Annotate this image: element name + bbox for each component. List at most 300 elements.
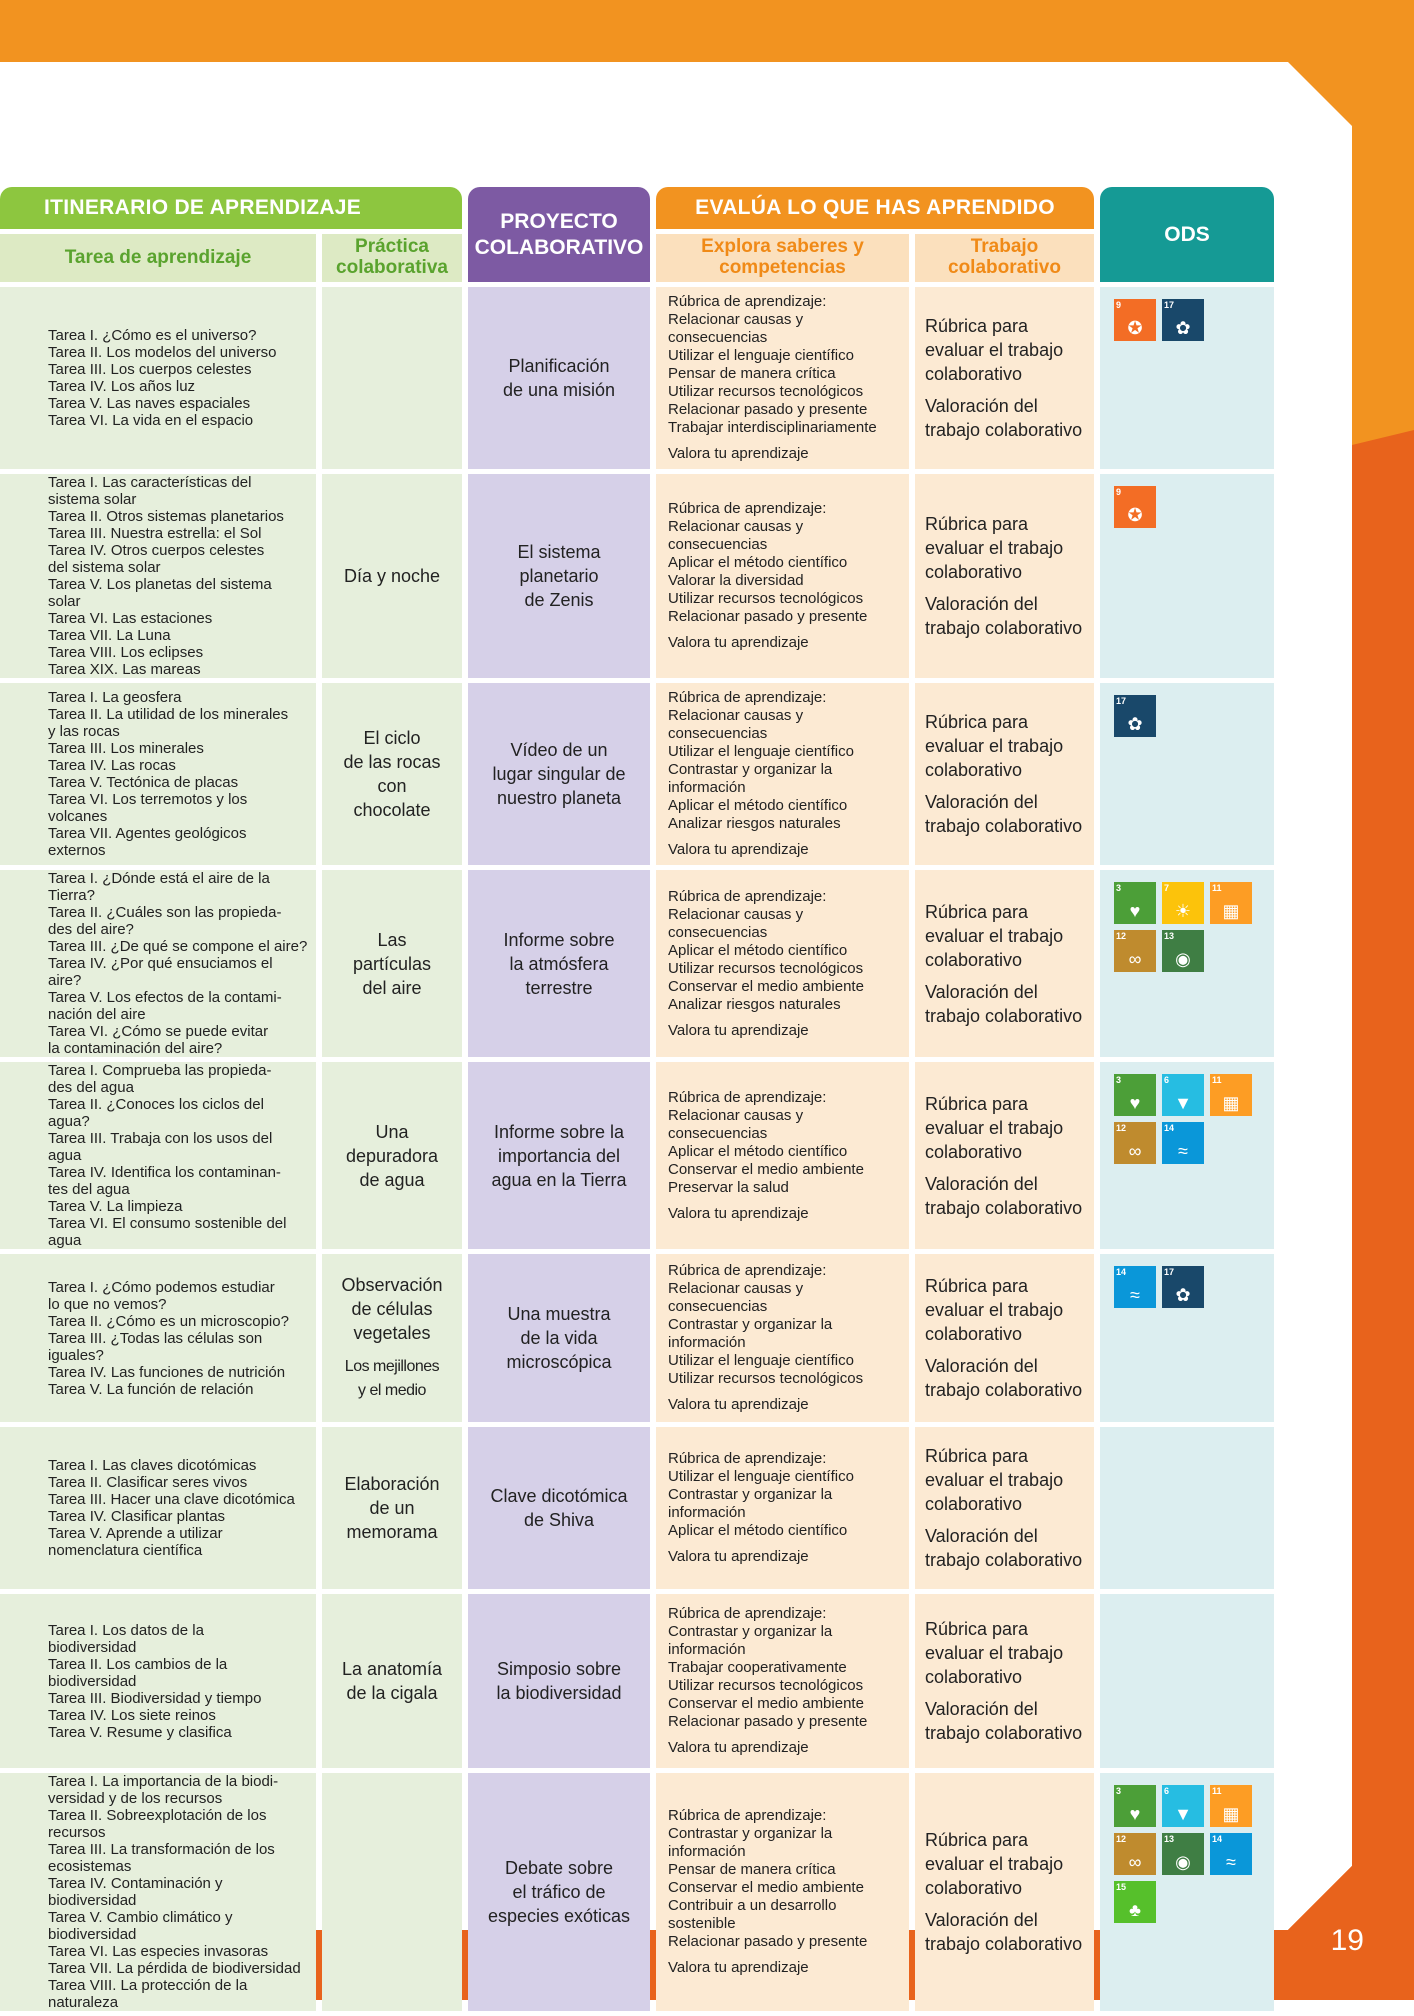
ods-glyph: ≈: [1226, 1852, 1236, 1872]
ods-glyph: ≈: [1178, 1141, 1188, 1161]
spacer: [668, 1951, 905, 1959]
table-row: [0, 1773, 1274, 2011]
consumption-icon: [1114, 1833, 1156, 1875]
teamwork-cell: [915, 474, 1094, 678]
task-item: y las rocas: [48, 723, 120, 740]
task-list-cell: [0, 1594, 316, 1768]
table-row: [0, 1254, 1274, 1422]
assessment-line: Valoración del: [925, 792, 1038, 812]
competence-item: Relacionar causas y consecuencias: [668, 518, 804, 553]
task-item: Tarea II. ¿Cuáles son las propieda-: [48, 904, 282, 921]
ods-cell: [1100, 1254, 1274, 1422]
project-line: Planificación: [508, 356, 610, 376]
ods-glyph: ♥: [1129, 901, 1141, 921]
competence-item: Conservar el medio ambiente: [668, 1160, 864, 1178]
self-assessment-link: Valora tu aprendizaje: [668, 1021, 809, 1039]
ods-number: 11: [1212, 1786, 1222, 1796]
ods-glyph: ✿: [1175, 1285, 1191, 1305]
task-item: iguales?: [48, 1346, 104, 1364]
ods-cell: [1100, 870, 1274, 1057]
partnership-icon: [1162, 1266, 1204, 1308]
self-assessment-link: Valora tu aprendizaje: [668, 1548, 809, 1565]
teamwork-cell: [915, 870, 1094, 1057]
ods-glyph: ✪: [1127, 505, 1143, 525]
ods-glyph: ♣: [1129, 1900, 1141, 1920]
climate-icon: [1162, 930, 1204, 972]
fish-icon: [1114, 1266, 1156, 1308]
task-item: Tarea III. ¿De qué se compone el aire?: [48, 938, 308, 955]
competence-item: sostenible: [668, 1915, 736, 1932]
task-item: Tarea III. Hacer una clave dicotómica: [48, 1491, 295, 1508]
rubric-line: Rúbrica para: [925, 1619, 1029, 1639]
ods-glyph: ✿: [1175, 318, 1191, 338]
practice-line: Día y noche: [343, 566, 441, 586]
competence-item: Relacionar pasado y presente: [668, 401, 868, 418]
project-line: Informe sobre: [503, 929, 615, 950]
competence-item: Relacionar causas y consecuencias: [668, 707, 804, 742]
ods-number: 13: [1164, 931, 1175, 941]
competence-item: Contrastar y organizar la: [668, 1623, 833, 1640]
practice-cell: [322, 1254, 462, 1422]
evaluate-header: EVALÚA LO QUE HAS APRENDIDO: [656, 187, 1094, 229]
competence-item: Utilizar el lenguaje científico: [668, 347, 854, 364]
water-icon: [1162, 1785, 1204, 1827]
assessment-line: trabajo colaborativo: [925, 1723, 1083, 1743]
ods-number: 6: [1164, 1075, 1170, 1085]
ods-number: 12: [1116, 1834, 1127, 1844]
project-line: el tráfico de: [512, 1882, 606, 1902]
competence-item: Contrastar y organizar la: [668, 1486, 833, 1503]
explore-subheader: Explora saberes y competencias: [656, 234, 909, 282]
ods-cell: [1100, 683, 1274, 865]
competence-item: Rúbrica de aprendizaje:: [668, 1450, 827, 1467]
project-line: nuestro planeta: [496, 788, 622, 808]
assessment-line: Valoración del: [925, 396, 1038, 416]
assessment-line: trabajo colaborativo: [925, 420, 1083, 440]
assessment-line: Valoración del: [925, 1699, 1038, 1719]
self-assessment-link: Valora tu aprendizaje: [668, 841, 809, 858]
task-item: des del agua: [48, 1079, 134, 1096]
consumption-icon: [1114, 1122, 1156, 1164]
task-list-cell: [0, 474, 316, 678]
rubric-line: evaluar el trabajo: [925, 925, 1064, 946]
assessment-line: trabajo colaborativo: [925, 1934, 1083, 1954]
practice-line: de las rocas: [343, 752, 441, 772]
ods-glyph: ∞: [1128, 1141, 1142, 1161]
competence-item: Analizar riesgos naturales: [668, 995, 841, 1013]
ods-glyph: ♥: [1129, 1093, 1141, 1113]
ods-glyph: ♥: [1129, 1804, 1141, 1824]
explore-cell: [656, 287, 909, 469]
ods-glyph: ▦: [1222, 1093, 1240, 1113]
practice-line: chocolate: [353, 800, 431, 820]
practice-line: y el medio: [358, 1382, 426, 1399]
ods-cell: [1100, 1427, 1274, 1589]
competence-item: Trabajar cooperativamente: [668, 1659, 847, 1676]
competence-item: Aplicar el método científico: [668, 797, 848, 814]
rubric-line: Rúbrica para: [925, 901, 1029, 922]
rubric-line: Rúbrica para: [925, 712, 1029, 732]
ods-glyph: ☀: [1174, 901, 1192, 921]
task-item: Tarea III. La transformación de los ecosistemas: [48, 1841, 275, 1875]
spacer: [668, 626, 905, 634]
assessment-line: trabajo colaborativo: [925, 618, 1083, 638]
task-item: Tarea II. La utilidad de los minerales: [48, 706, 289, 723]
health-icon: [1114, 1785, 1156, 1827]
practice-line: partículas: [352, 953, 432, 974]
task-item: Tarea I. Los datos de la: [48, 1621, 204, 1639]
competence-item: Aplicar el método científico: [668, 941, 848, 959]
competence-item: Relacionar pasado y presente: [668, 1933, 868, 1950]
task-item: Tarea VII. La Luna: [48, 627, 171, 644]
task-item: Tarea IV. Las funciones de nutrición: [48, 1363, 286, 1381]
competence-item: Rúbrica de aprendizaje:: [668, 293, 827, 310]
rubric-line: Rúbrica para: [925, 1446, 1029, 1466]
project-line: microscópica: [506, 1352, 612, 1372]
ods-number: 9: [1116, 300, 1122, 310]
ods-number: 11: [1212, 1075, 1222, 1085]
task-list-cell: [0, 287, 316, 469]
task-item: lo que no vemos?: [48, 1295, 167, 1313]
task-item: Tarea IV. Contaminación y biodiversidad: [48, 1875, 223, 1909]
practice-cell: [322, 1427, 462, 1589]
competence-item: Relacionar causas y consecuencias: [668, 905, 804, 941]
table-row: [0, 474, 1274, 678]
water-icon: [1162, 1074, 1204, 1116]
competence-item: Rúbrica de aprendizaje:: [668, 1807, 827, 1824]
self-assessment-link: Valora tu aprendizaje: [668, 1739, 809, 1756]
ods-cell: [1100, 1594, 1274, 1768]
task-item: Tarea I. Las características del: [48, 474, 252, 491]
table-row: [0, 683, 1274, 865]
task-item: sistema solar: [48, 491, 137, 508]
ods-number: 15: [1116, 1882, 1127, 1892]
competence-item: Analizar riesgos naturales: [668, 815, 841, 832]
land-icon: [1114, 1881, 1156, 1923]
practice-line: depuradora: [345, 1145, 439, 1166]
ods-number: 9: [1116, 487, 1122, 497]
competence-item: Utilizar recursos tecnológicos: [668, 1370, 864, 1387]
energy-icon: [1162, 882, 1204, 924]
practice-line: Elaboración: [344, 1474, 440, 1494]
competence-item: Relacionar pasado y presente: [668, 608, 868, 625]
project-cell: [468, 683, 650, 865]
competence-item: Pensar de manera crítica: [668, 1861, 836, 1878]
task-item: Tarea V. Tectónica de placas: [48, 774, 239, 791]
spacer: [925, 584, 1094, 592]
rubric-line: colaborativo: [925, 1878, 1023, 1898]
ods-number: 6: [1164, 1786, 1170, 1796]
table-row: [0, 1062, 1274, 1249]
task-item: Tarea I. ¿Dónde está el aire de la Tierra?: [48, 870, 270, 904]
task-list-cell: [0, 1062, 316, 1249]
practice-line: con: [377, 776, 407, 796]
table-row: [0, 287, 1274, 469]
practice-cell: [322, 1773, 462, 2011]
rubric-line: colaborativo: [925, 1324, 1023, 1344]
task-item: Tarea I. Las claves dicotómicas: [48, 1457, 257, 1474]
task-item: Tarea I. La geosfera: [48, 689, 182, 706]
self-assessment-link: Valora tu aprendizaje: [668, 1396, 809, 1413]
project-line: lugar singular de: [492, 764, 626, 784]
task-item: Tarea VI. Los terremotos y los volcanes: [48, 791, 248, 825]
ods-number: 14: [1116, 1267, 1127, 1277]
project-cell: [468, 1594, 650, 1768]
task-item: Tarea VIII. Los eclipses: [48, 644, 204, 661]
competence-item: Relacionar causas y consecuencias: [668, 1106, 804, 1142]
task-item: Tarea V. Los planetas del sistema solar: [48, 576, 272, 610]
practice-line: de un: [369, 1498, 415, 1518]
competence-item: Contribuir a un desarrollo: [668, 1897, 837, 1914]
competence-item: Utilizar el lenguaje científico: [668, 1352, 854, 1369]
practice-cell: [322, 870, 462, 1057]
spacer: [668, 833, 905, 841]
competence-item: Conservar el medio ambiente: [668, 1695, 864, 1712]
rubric-line: Rúbrica para: [925, 1830, 1029, 1850]
task-subheader: Tarea de aprendizaje: [0, 234, 316, 282]
assessment-line: Valoración del: [925, 1526, 1038, 1546]
task-item: Tarea III. Nuestra estrella: el Sol: [48, 525, 262, 542]
spacer: [925, 782, 1094, 790]
assessment-line: trabajo colaborativo: [925, 816, 1083, 836]
practice-line: del aire: [362, 977, 422, 998]
practice-cell: [322, 1594, 462, 1768]
task-item: Tarea I. Comprueba las propieda-: [48, 1062, 272, 1079]
explore-cell: [656, 683, 909, 865]
spacer: [668, 1540, 905, 1548]
assessment-line: Valoración del: [925, 1356, 1038, 1376]
practice-line: Los mejillones: [344, 1358, 440, 1375]
rubric-line: Rúbrica para: [925, 316, 1029, 336]
project-line: Simposio sobre: [496, 1659, 622, 1679]
competence-item: Rúbrica de aprendizaje:: [668, 1605, 827, 1622]
teamwork-cell: [915, 683, 1094, 865]
project-line: de una misión: [502, 380, 616, 400]
task-item: tes del agua: [48, 1181, 130, 1198]
assessment-line: trabajo colaborativo: [925, 1005, 1083, 1026]
competence-item: Relacionar causas y consecuencias: [668, 311, 804, 346]
self-assessment-link: Valora tu aprendizaje: [668, 634, 809, 651]
city-icon: [1210, 1785, 1252, 1827]
ods-header: ODS: [1100, 187, 1274, 282]
project-line: terrestre: [525, 977, 593, 998]
ods-cell: [1100, 474, 1274, 678]
self-assessment-link: Valora tu aprendizaje: [668, 445, 809, 462]
fish-icon: [1162, 1122, 1204, 1164]
competence-item: Utilizar recursos tecnológicos: [668, 590, 864, 607]
ods-number: 17: [1164, 1267, 1175, 1277]
task-item: Tarea IV. Las rocas: [48, 757, 176, 774]
task-item: des del aire?: [48, 921, 134, 938]
competence-item: Aplicar el método científico: [668, 1142, 848, 1160]
ods-number: 13: [1164, 1834, 1175, 1844]
page-number: 19: [1330, 1924, 1364, 1957]
task-list-cell: [0, 1773, 316, 2011]
practice-line: Observación: [341, 1275, 443, 1295]
spacer: [925, 386, 1094, 394]
rubric-line: colaborativo: [925, 949, 1023, 970]
practice-cell: [322, 683, 462, 865]
practice-subheader: Práctica colaborativa: [322, 234, 462, 282]
explore-cell: [656, 1062, 909, 1249]
ods-number: 17: [1164, 300, 1175, 310]
learning-itinerary-table: [0, 182, 1280, 2016]
ods-glyph: ∞: [1128, 1852, 1142, 1872]
teamwork-cell: [915, 1594, 1094, 1768]
practice-line: Una: [375, 1121, 409, 1142]
teamwork-cell: [915, 287, 1094, 469]
project-cell: [468, 1773, 650, 2011]
rubric-line: colaborativo: [925, 1494, 1023, 1514]
project-cell: [468, 474, 650, 678]
project-line: El sistema: [517, 542, 601, 562]
self-assessment-link: Valora tu aprendizaje: [668, 1959, 809, 1976]
teamwork-subheader: Trabajo colaborativo: [915, 234, 1094, 282]
practice-gap: [322, 1345, 462, 1355]
task-item: Tarea V. Los efectos de la contami-: [48, 989, 282, 1006]
rubric-line: Rúbrica para: [925, 1093, 1029, 1114]
practice-line: de células: [351, 1299, 433, 1319]
project-line: especies exóticas: [487, 1906, 631, 1926]
practice-cell: [322, 287, 462, 469]
project-line: de la vida: [520, 1328, 598, 1348]
practice-line: El ciclo: [363, 728, 421, 748]
task-item: Tarea II. Los modelos del universo: [48, 344, 277, 361]
practice-line: memorama: [346, 1522, 438, 1542]
competence-item: Pensar de manera crítica: [668, 365, 836, 382]
practice-line: de agua: [359, 1169, 425, 1190]
practice-cell: [322, 1062, 462, 1249]
competence-item: Rúbrica de aprendizaje:: [668, 1088, 827, 1106]
spacer: [668, 1731, 905, 1739]
competence-item: Relacionar causas y consecuencias: [668, 1280, 804, 1315]
task-item: Tarea VI. El consumo sostenible del agua: [48, 1215, 287, 1249]
explore-cell: [656, 1594, 909, 1768]
ods-glyph: ◉: [1175, 949, 1191, 969]
competence-item: Trabajar interdisciplinariamente: [668, 419, 877, 436]
ods-cell: [1100, 287, 1274, 469]
rubric-line: Rúbrica para: [925, 514, 1029, 534]
competence-item: información: [668, 1641, 746, 1658]
competence-item: Utilizar el lenguaje científico: [668, 743, 854, 760]
ods-number: 12: [1116, 931, 1127, 941]
task-item: Tarea III. Trabaja con los usos del agua: [48, 1130, 273, 1164]
ods-number: 17: [1116, 696, 1127, 706]
task-item: Tarea III. Los cuerpos celestes: [48, 361, 252, 378]
task-item: Tarea VI. ¿Cómo se puede evitar: [48, 1023, 269, 1040]
competence-item: Utilizar recursos tecnológicos: [668, 959, 864, 977]
project-header: PROYECTO COLABORATIVO: [468, 187, 650, 282]
practice-line: vegetales: [353, 1323, 431, 1343]
rubric-line: colaborativo: [925, 364, 1023, 384]
ods-glyph: ◉: [1175, 1852, 1191, 1872]
task-item: Tarea VI. Las estaciones: [48, 610, 213, 627]
task-item: Tarea VII. Agentes geológicos externos: [48, 825, 247, 859]
task-item: Tarea XIX. Las mareas: [48, 661, 201, 678]
task-item: Tarea V. La función de relación: [48, 1380, 254, 1398]
competence-item: Aplicar el método científico: [668, 1522, 848, 1539]
ods-glyph: ✪: [1127, 318, 1143, 338]
task-item: Tarea V. La limpieza: [48, 1198, 183, 1215]
competence-item: Conservar el medio ambiente: [668, 1879, 864, 1896]
task-item: Tarea VI. Las especies invasoras: [48, 1943, 269, 1960]
project-line: Una muestra: [507, 1304, 611, 1324]
competence-item: información: [668, 1334, 746, 1351]
assessment-line: trabajo colaborativo: [925, 1197, 1083, 1218]
rubric-line: evaluar el trabajo: [925, 340, 1064, 360]
competence-item: Rúbrica de aprendizaje:: [668, 500, 827, 517]
rubric-line: evaluar el trabajo: [925, 1643, 1064, 1663]
practice-line: La anatomía: [341, 1659, 443, 1679]
spacer: [668, 1388, 905, 1396]
project-line: Clave dicotómica: [490, 1486, 628, 1506]
ods-number: 3: [1116, 1786, 1122, 1796]
spacer: [668, 437, 905, 445]
ods-glyph: ▼: [1174, 1804, 1192, 1824]
table-row: [0, 1594, 1274, 1768]
competence-item: Utilizar recursos tecnológicos: [668, 383, 864, 400]
practice-line: de la cigala: [346, 1683, 438, 1703]
rubric-line: evaluar el trabajo: [925, 736, 1064, 756]
rubric-line: colaborativo: [925, 760, 1023, 780]
task-item: Tarea V. Aprende a utilizar: [48, 1525, 223, 1542]
task-item: Tarea IV. ¿Por qué ensuciamos el aire?: [48, 955, 273, 989]
teamwork-cell: [915, 1254, 1094, 1422]
project-line: planetario: [519, 566, 599, 586]
competence-item: Valorar la diversidad: [668, 572, 804, 589]
task-item: Tarea VIII. La protección de la naturaleza: [48, 1977, 248, 2011]
task-item: Tarea V. Las naves espaciales: [48, 395, 251, 412]
project-line: Debate sobre: [504, 1858, 614, 1878]
task-item: Tarea II. ¿Conoces los ciclos del agua?: [48, 1096, 264, 1130]
rubric-line: evaluar el trabajo: [925, 1854, 1064, 1874]
project-cell: [468, 1427, 650, 1589]
ods-cell: [1100, 1062, 1274, 1249]
project-line: la biodiversidad: [496, 1683, 622, 1703]
ods-number: 14: [1164, 1123, 1175, 1133]
teamwork-cell: [915, 1062, 1094, 1249]
task-item: Tarea VI. La vida en el espacio: [48, 412, 254, 429]
city-icon: [1210, 1074, 1252, 1116]
ods-number: 3: [1116, 883, 1122, 893]
task-item: Tarea IV. Otros cuerpos celestes: [48, 542, 265, 559]
spacer: [925, 972, 1094, 980]
table-row: [0, 870, 1274, 1057]
ods-number: 3: [1116, 1075, 1122, 1085]
rubric-line: colaborativo: [925, 562, 1023, 582]
spacer: [668, 1014, 905, 1022]
task-item: Tarea III. ¿Todas las células son: [48, 1329, 263, 1347]
task-item: Tarea IV. Identifica los contaminan-: [48, 1164, 281, 1181]
partnership-icon: [1114, 695, 1156, 737]
project-line: de Shiva: [523, 1510, 595, 1530]
assessment-line: trabajo colaborativo: [925, 1380, 1083, 1400]
competence-item: Utilizar recursos tecnológicos: [668, 1677, 864, 1694]
itinerary-header: ITINERARIO DE APRENDIZAJE: [0, 187, 462, 229]
task-item: Tarea V. Resume y clasifica: [48, 1723, 232, 1741]
rubric-line: evaluar el trabajo: [925, 1470, 1064, 1490]
task-item: biodiversidad: [48, 1638, 137, 1656]
competence-item: Utilizar el lenguaje científico: [668, 1468, 854, 1485]
task-item: Tarea IV. Los años luz: [48, 378, 196, 395]
spacer: [925, 1900, 1094, 1908]
task-item: Tarea V. Cambio climático y biodiversidad: [48, 1909, 233, 1943]
task-item: Tarea II. ¿Cómo es un microscopio?: [48, 1312, 289, 1330]
rubric-line: evaluar el trabajo: [925, 1117, 1064, 1138]
project-cell: [468, 287, 650, 469]
ods-number: 12: [1116, 1123, 1127, 1133]
project-line: Vídeo de un: [510, 740, 608, 760]
